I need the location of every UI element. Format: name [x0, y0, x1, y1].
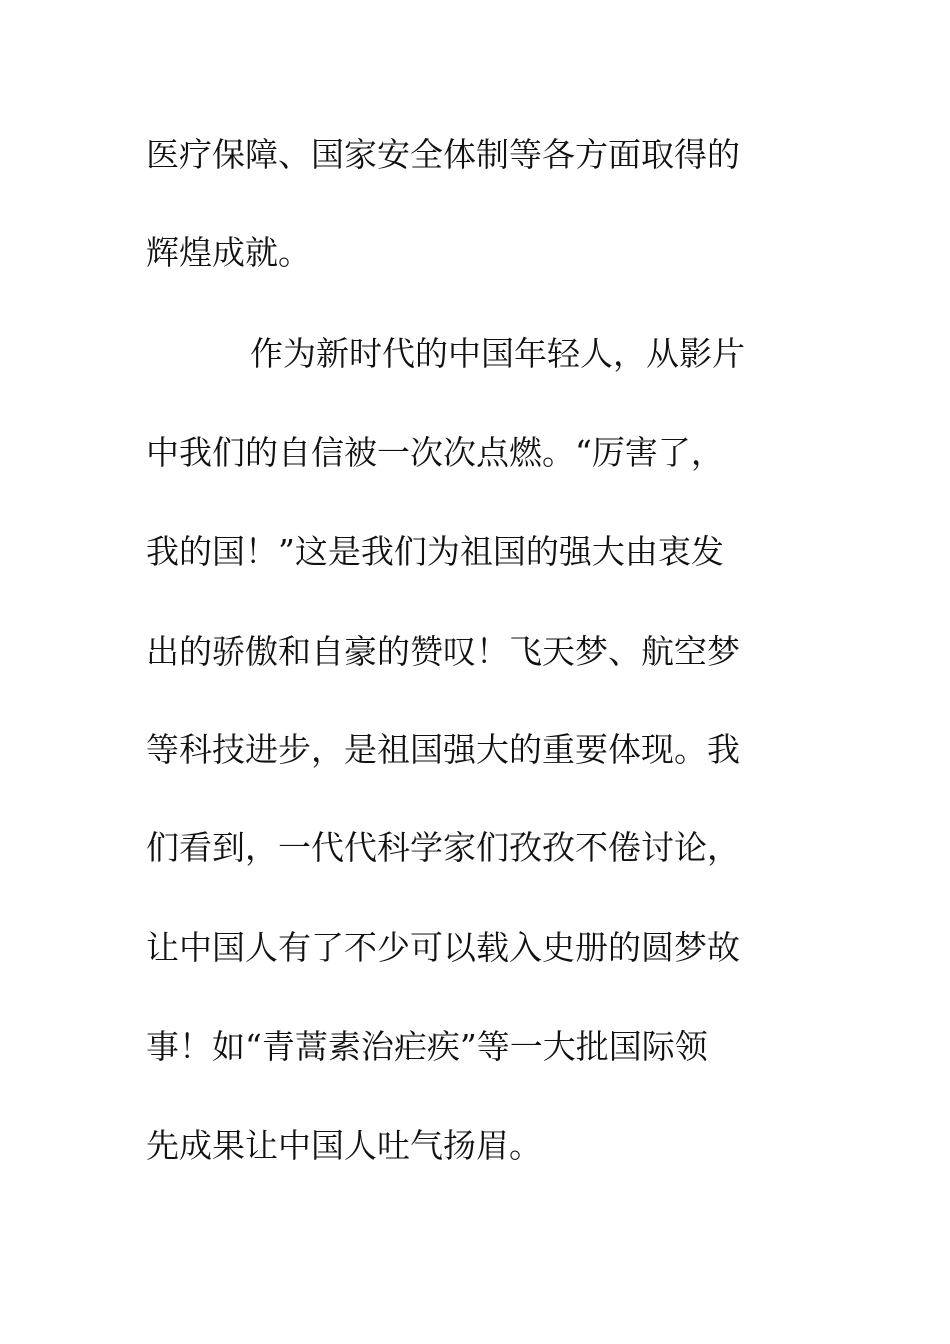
text-line: 出的骄傲和自豪的赞叹！飞天梦、航空梦: [146, 632, 740, 671]
text-line: 先成果让中国人吐气扬眉。: [146, 1126, 542, 1165]
text-line: 事！如“青蒿素治疟疾”等一大批国际领: [146, 1027, 708, 1066]
paragraph-first-line: 作为新时代的中国年轻人，从影片: [250, 334, 745, 373]
text-line: 我的国！”这是我们为祖国的强大由衷发: [146, 532, 724, 571]
text-line: 们看到，一代代科学家们孜孜不倦讨论，: [146, 828, 740, 867]
text-line: 中我们的自信被一次次点燃。“厉害了，: [146, 433, 724, 472]
text-line: 医疗保障、国家安全体制等各方面取得的: [146, 135, 740, 174]
text-line: 让中国人有了不少可以载入史册的圆梦故: [146, 928, 740, 967]
text-line: 等科技进步，是祖国强大的重要体现。我: [146, 730, 740, 769]
text-line: 辉煌成就。: [146, 233, 311, 272]
